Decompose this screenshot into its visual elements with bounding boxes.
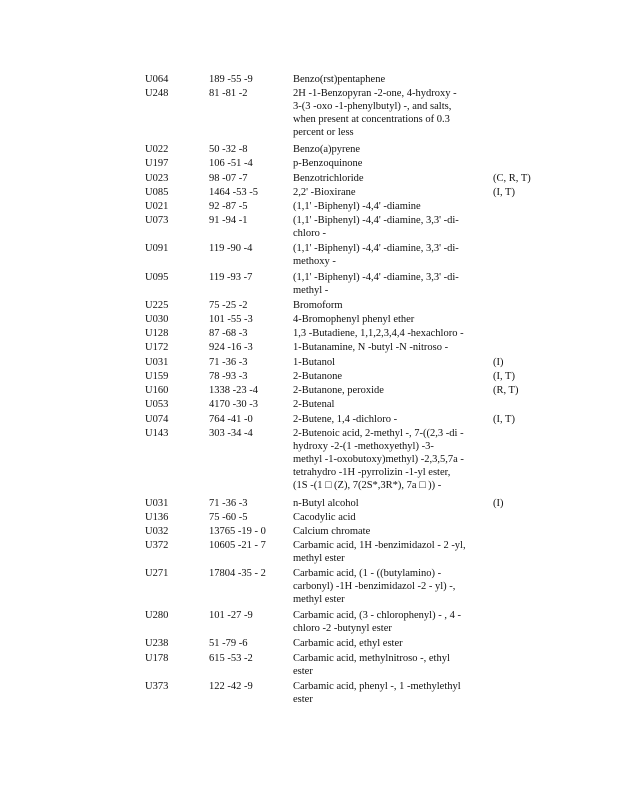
substance-name-line: 1-Butanol: [293, 356, 335, 368]
cas-number: 51 -79 -6: [209, 638, 248, 650]
cas-number: 71 -36 -3: [209, 356, 248, 368]
substance-name-line: Benzo(a)pyrene: [293, 144, 361, 156]
substance-name-line: (1S -(1 □ (Z), 7(2S*,3R*), 7a □ )) -: [293, 479, 442, 491]
substance-name: [293, 157, 483, 170]
cas-number: 75 -25 -2: [209, 299, 248, 311]
substance-name-line: carbonyl) -1H -benzimidazol -2 - yl) -,: [293, 581, 456, 593]
cas-number: 1338 -23 -4: [209, 385, 258, 397]
substance-name: [293, 327, 483, 340]
substance-name: [293, 525, 483, 538]
substance-name: [293, 341, 483, 354]
cas-number: 17804 -35 - 2: [209, 568, 266, 580]
cas-number: 101 -55 -3: [209, 313, 253, 325]
substance-name-line: 2,2' -Bioxirane: [293, 186, 356, 198]
cas-number: 92 -87 -5: [209, 201, 248, 213]
cas-number: 101 -27 -9: [209, 610, 253, 622]
substance-name-line: (1,1' -Biphenyl) -4,4' -diamine, 3,3' -di-: [293, 271, 459, 283]
substance-name: [293, 143, 483, 156]
cas-number: 10605 -21 - 7: [209, 540, 266, 552]
substance-name-line: Cacodylic acid: [293, 511, 356, 523]
cas-number: 81 -81 -2: [209, 88, 248, 100]
substance-name: [293, 242, 483, 268]
substance-name: [293, 398, 483, 411]
waste-code: U064: [145, 74, 169, 85]
cas-number: 764 -41 -0: [209, 413, 253, 425]
substance-name-line: Benzotrichloride: [293, 172, 364, 184]
substance-name-line: when present at concentrations of 0.3: [293, 114, 450, 126]
substance-name-line: methyl -: [293, 284, 329, 296]
substance-name-line: 4-Bromophenyl phenyl ether: [293, 313, 415, 325]
cas-number: 71 -36 -3: [209, 497, 248, 509]
substance-name: [293, 172, 483, 185]
hazard-code: (C, R, T): [493, 172, 531, 184]
hazard-code: (I): [493, 356, 504, 368]
substance-name-line: Benzo(rst)pentaphene: [293, 74, 386, 85]
substance-name: [293, 313, 483, 326]
substance-name-line: ester: [293, 693, 313, 705]
cas-number: 4170 -30 -3: [209, 399, 258, 411]
waste-code: U136: [145, 511, 169, 523]
cas-number: 50 -32 -8: [209, 144, 248, 156]
waste-code: U271: [145, 568, 169, 580]
cas-number: 615 -53 -2: [209, 652, 253, 664]
substance-name-line: Carbamic acid, 1H -benzimidazol - 2 -yl,: [293, 540, 466, 552]
substance-name-line: 2-Butenal: [293, 399, 335, 411]
substance-name-line: Calcium chromate: [293, 526, 371, 537]
waste-code: U159: [145, 370, 169, 382]
substance-name: [293, 384, 483, 397]
substance-name-line: methyl ester: [293, 594, 345, 606]
substance-name-line: methyl -1-oxobutoxy)methyl) -2,3,5,7a -: [293, 453, 464, 465]
cas-number: 1464 -53 -5: [209, 186, 258, 198]
substance-name-line: 1,3 -Butadiene, 1,1,2,3,4,4 -hexachloro -: [293, 328, 464, 340]
substance-name-line: 1-Butanamine, N -butyl -N -nitroso -: [293, 342, 449, 354]
substance-name: [293, 87, 483, 139]
substance-name-line: Carbamic acid, methylnitroso -, ethyl: [293, 652, 450, 664]
waste-code: U022: [145, 144, 169, 156]
waste-code: U160: [145, 385, 169, 397]
substance-name: [293, 299, 483, 312]
waste-code: U074: [145, 413, 169, 425]
substance-name: [293, 609, 483, 635]
substance-name-line: chloro -: [293, 228, 326, 240]
cas-number: 106 -51 -4: [209, 158, 253, 170]
substance-name-line: Bromoform: [293, 299, 343, 311]
substance-name-line: 3-(3 -oxo -1-phenylbutyl) -, and salts,: [293, 101, 452, 113]
waste-code: U225: [145, 299, 169, 311]
substance-name-line: hydroxy -2-(1 -methoxyethyl) -3-: [293, 440, 434, 452]
substance-name-line: 2-Butanone, peroxide: [293, 385, 384, 397]
substance-name-line: 2-Butanone: [293, 370, 342, 382]
cas-number: 189 -55 -9: [209, 74, 253, 85]
hazard-code: (I, T): [493, 413, 515, 425]
substance-name-line: methoxy -: [293, 256, 336, 268]
cas-number: 87 -68 -3: [209, 328, 248, 340]
waste-code: U021: [145, 201, 169, 213]
substance-name-line: p-Benzoquinone: [293, 158, 363, 170]
substance-name: [293, 511, 483, 524]
substance-name: [293, 271, 483, 297]
substance-name: [293, 427, 483, 492]
substance-name-line: Carbamic acid, (1 - ((butylamino) -: [293, 568, 442, 580]
substance-name-line: 2H -1-Benzopyran -2-one, 4-hydroxy -: [293, 88, 457, 100]
waste-code: U053: [145, 399, 169, 411]
substance-name-line: chloro -2 -butynyl ester: [293, 623, 392, 635]
hazard-code: (R, T): [493, 385, 519, 397]
waste-code: U172: [145, 342, 169, 354]
waste-code: U095: [145, 271, 169, 283]
waste-code: U373: [145, 680, 169, 692]
substance-name: [293, 413, 483, 426]
cas-number: 13765 -19 - 0: [209, 526, 266, 537]
substance-name-line: methyl ester: [293, 553, 345, 565]
substance-name: [293, 652, 483, 678]
cas-number: 75 -60 -5: [209, 511, 248, 523]
substance-name: [293, 567, 483, 606]
substance-name-line: Carbamic acid, phenyl -, 1 -methylethyl: [293, 680, 461, 692]
cas-number: 119 -90 -4: [209, 243, 253, 255]
substance-name-line: percent or less: [293, 127, 354, 139]
waste-code: U031: [145, 497, 169, 509]
cas-number: 303 -34 -4: [209, 427, 253, 439]
substance-name: [293, 637, 483, 650]
waste-code: U085: [145, 186, 169, 198]
hazard-code: (I): [493, 497, 504, 509]
waste-code: U143: [145, 427, 169, 439]
substance-name: [293, 214, 483, 240]
waste-code: U248: [145, 88, 169, 100]
waste-code: U280: [145, 610, 169, 622]
substance-name-line: tetrahydro -1H -pyrrolizin -1-yl ester,: [293, 466, 451, 478]
waste-code: U178: [145, 652, 169, 664]
waste-code: U032: [145, 526, 169, 537]
hazard-code: (I, T): [493, 370, 515, 382]
cas-number: 78 -93 -3: [209, 370, 248, 382]
waste-code: U073: [145, 215, 169, 227]
substance-name-line: 2-Butene, 1,4 -dichloro -: [293, 413, 398, 425]
waste-code: U023: [145, 172, 169, 184]
substance-name-line: (1,1' -Biphenyl) -4,4' -diamine: [293, 201, 421, 213]
substance-name-line: ester: [293, 665, 313, 677]
cas-number: 98 -07 -7: [209, 172, 248, 184]
substance-name: [293, 680, 483, 706]
substance-name: [293, 186, 483, 199]
substance-name: [293, 73, 483, 86]
substance-name-line: (1,1' -Biphenyl) -4,4' -diamine, 3,3' -di-: [293, 215, 459, 227]
substance-name-line: 2-Butenoic acid, 2-methyl -, 7-((2,3 -di -: [293, 427, 464, 439]
cas-number: 91 -94 -1: [209, 215, 248, 227]
substance-name-line: Carbamic acid, ethyl ester: [293, 638, 403, 650]
substance-name: [293, 356, 483, 369]
substance-name: [293, 539, 483, 565]
waste-code: U031: [145, 356, 169, 368]
substance-name: [293, 497, 483, 510]
substance-name-line: (1,1' -Biphenyl) -4,4' -diamine, 3,3' -di-: [293, 243, 459, 255]
cas-number: 119 -93 -7: [209, 271, 253, 283]
waste-code: U091: [145, 243, 169, 255]
hazard-code: (I, T): [493, 186, 515, 198]
substance-name-line: n-Butyl alcohol: [293, 497, 359, 509]
cas-number: 924 -16 -3: [209, 342, 253, 354]
waste-code: U030: [145, 313, 169, 325]
waste-code: U238: [145, 638, 169, 650]
substance-name-line: Carbamic acid, (3 - chlorophenyl) - , 4 -: [293, 610, 461, 622]
waste-code: U128: [145, 328, 169, 340]
cas-number: 122 -42 -9: [209, 680, 253, 692]
waste-code: U372: [145, 540, 169, 552]
waste-code: U197: [145, 158, 169, 170]
substance-name: [293, 200, 483, 213]
substance-name: [293, 370, 483, 383]
